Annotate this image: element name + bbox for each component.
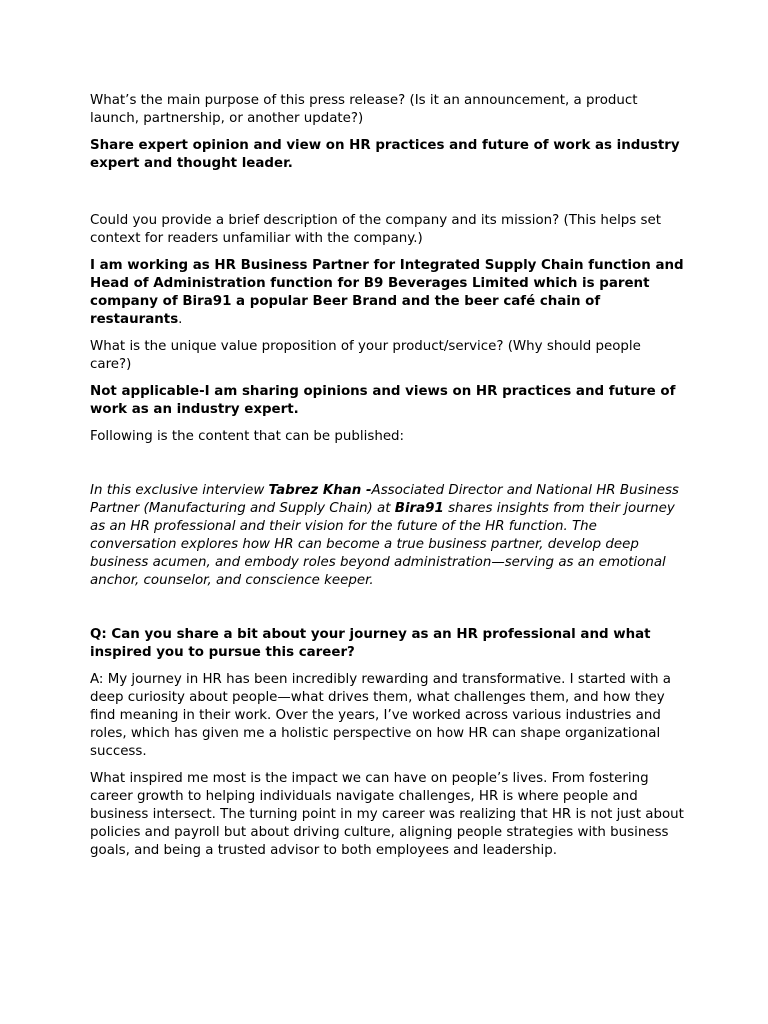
question-value-proposition: What is the unique value proposition of your product/service? (Why should people care?) bbox=[90, 339, 641, 372]
interview-question-1: Q: Can you share a bit about your journey as an HR professional and what inspired you to pursue this career? bbox=[90, 627, 651, 660]
spacer bbox=[90, 455, 685, 482]
document-body bbox=[90, 92, 685, 869]
answer-purpose: Share expert opinion and view on HR practices and future of work as industry expert and thought leader. bbox=[90, 138, 680, 171]
lead-in-text: Following is the content that can be published: bbox=[90, 429, 405, 444]
intro-part-3: shares insights from their journey as an HR professional and their vision for the future of the HR function. The conversation explores how HR can become a true business partner, develop deep business acumen, and embody roles beyond administration—serving as an emotional anchor, counselor, and conscience keeper. bbox=[90, 501, 675, 588]
answer-company-period: . bbox=[178, 312, 183, 327]
interview-intro bbox=[90, 482, 685, 590]
question-company: Could you provide a brief description of the company and its mission? (This helps set context for readers unfamiliar with the company.) bbox=[90, 213, 662, 246]
company-name: Bira91 bbox=[394, 501, 444, 516]
answer-value-proposition: Not applicable-I am sharing opinions and views on HR practices and future of work as an industry expert. bbox=[90, 384, 676, 417]
interview-answer-1-paragraph-1: A: My journey in HR has been incredibly rewarding and transformative. I started with a deep curiosity about people—what drives them, what challenges them, and how they find meaning in their work. Over the years, I’ve worked across various industries and roles, which has given me a holistic perspective on how HR can shape organizational success. bbox=[90, 672, 671, 759]
spacer bbox=[90, 182, 685, 212]
question-purpose: What’s the main purpose of this press release? (Is it an announcement, a product launch, partnership, or another update?) bbox=[90, 93, 638, 126]
interview-answer-1-paragraph-2: What inspired me most is the impact we can have on people’s lives. From fostering career growth to helping individuals navigate challenges, HR is where people and business intersect. The turning point in my career was realizing that HR is not just about policies and payroll but about driving culture, aligning people strategies with business goals, and being a trusted advisor to both employees and leadership. bbox=[90, 771, 684, 858]
intro-part-2: Associated Director and National HR Business Partner (Manufacturing and Supply Chain) at bbox=[90, 483, 679, 516]
answer-company bbox=[90, 257, 685, 329]
intro-part-1: In this exclusive interview bbox=[90, 483, 269, 498]
interviewee-name: Tabrez Khan - bbox=[268, 483, 372, 498]
answer-company-text: I am working as HR Business Partner for Integrated Supply Chain function and Head of Administration function for B9 Beverages Limited which is parent company of Bira91 a popular Beer Brand and the beer café chain of restaurants bbox=[90, 258, 684, 327]
spacer bbox=[90, 599, 685, 626]
